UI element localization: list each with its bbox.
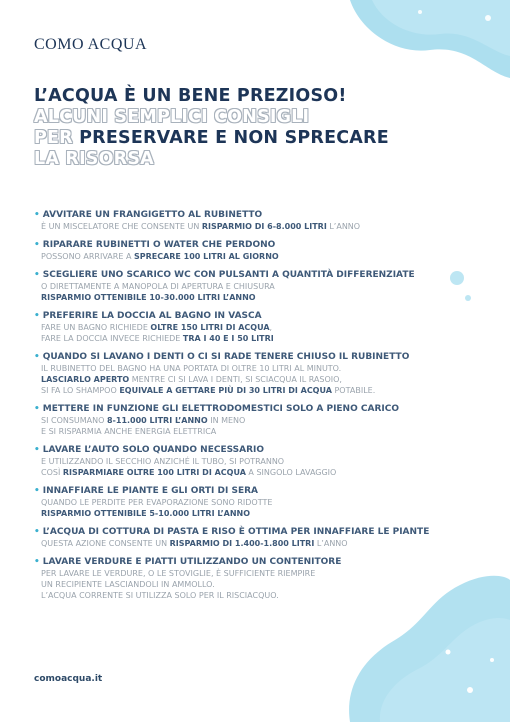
tip-item bbox=[34, 445, 474, 478]
tip-highlight: RISPARMIO OTTENIBILE 5-10.000 LITRI L’ANNO bbox=[41, 509, 251, 518]
headline-line-1: L’ACQUA È UN BENE PREZIOSO! bbox=[34, 86, 347, 106]
tip-title-text: LAVARE L’AUTO SOLO QUANDO NECESSARIO bbox=[42, 445, 265, 455]
headline-line-2: ALCUNI SEMPLICI CONSIGLI bbox=[34, 107, 310, 127]
tip-text: FARE UN BAGNO RICHIEDE bbox=[41, 323, 151, 332]
tip-body-line bbox=[34, 538, 474, 549]
tip-item bbox=[34, 210, 474, 232]
tip-text: L’ANNO bbox=[314, 539, 348, 548]
tip-title-text: QUANDO SI LAVANO I DENTI O CI SI RADE TENERE CHIUSO IL RUBINETTO bbox=[42, 352, 410, 362]
tip-title bbox=[34, 557, 474, 568]
tip-item bbox=[34, 404, 474, 437]
tip-body-line bbox=[34, 456, 474, 467]
bullet-icon: • bbox=[34, 270, 40, 280]
tip-text: , bbox=[269, 323, 273, 332]
tip-text: IL RUBINETTO DEL BAGNO HA UNA PORTATA DI OLTRE 10 LITRI AL MINUTO. bbox=[41, 364, 342, 373]
tip-body-line bbox=[34, 322, 474, 333]
tip-highlight: OLTRE 150 LITRI DI ACQUA bbox=[150, 323, 270, 332]
bullet-icon: • bbox=[34, 311, 40, 321]
tip-text: COSÌ bbox=[41, 468, 63, 477]
tip-body-line bbox=[34, 467, 474, 478]
tip-body-line bbox=[34, 497, 474, 508]
tip-title bbox=[34, 352, 474, 363]
website-url[interactable]: comoacqua.it bbox=[34, 674, 103, 684]
tip-highlight: EQUIVALE A GETTARE PIÙ DI 30 LITRI DI ACQUA bbox=[119, 386, 332, 395]
tip-body-line bbox=[34, 508, 474, 519]
tip-body-line bbox=[34, 251, 474, 262]
headline-line-4: LA RISORSA bbox=[34, 149, 154, 169]
headline-per: PER bbox=[34, 128, 73, 148]
tip-title bbox=[34, 527, 474, 538]
tip-title-text: AVVITARE UN FRANGIGETTO AL RUBINETTO bbox=[42, 210, 263, 220]
tip-item bbox=[34, 486, 474, 519]
tip-text: È UN MISCELATORE CHE CONSENTE UN bbox=[41, 222, 202, 231]
bullet-icon: • bbox=[34, 404, 40, 414]
bullet-icon: • bbox=[34, 527, 40, 537]
headline-preservare: PRESERVARE E NON SPRECARE bbox=[79, 128, 389, 148]
tip-body-line bbox=[34, 281, 474, 292]
tip-title bbox=[34, 311, 474, 322]
bullet-icon: • bbox=[34, 240, 40, 250]
tip-body-line bbox=[34, 333, 474, 344]
tip-body-line bbox=[34, 415, 474, 426]
tip-text: SI FA LO SHAMPOO bbox=[41, 386, 120, 395]
tip-title bbox=[34, 486, 474, 497]
tip-highlight: LASCIARLO APERTO bbox=[41, 375, 130, 384]
tip-body-line bbox=[34, 579, 474, 590]
tip-text: E SI RISPARMIA ANCHE ENERGIA ELETTRICA bbox=[41, 427, 217, 436]
tip-title-text: LAVARE VERDURE E PIATTI UTILIZZANDO UN CONTENITORE bbox=[42, 557, 342, 567]
tip-body-line bbox=[34, 292, 474, 303]
tip-title-text: L’ACQUA DI COTTURA DI PASTA E RISO È OTTIMA PER INNAFFIARE LE PIANTE bbox=[42, 527, 430, 537]
tip-text: MENTRE CI SI LAVA I DENTI, SI SCIACQUA IL RASOIO, bbox=[129, 375, 342, 384]
tip-body-line bbox=[34, 221, 474, 232]
tip-text: QUESTA AZIONE CONSENTE UN bbox=[41, 539, 170, 548]
tip-title bbox=[34, 445, 474, 456]
tip-title-text: RIPARARE RUBINETTI O WATER CHE PERDONO bbox=[42, 240, 276, 250]
tip-text: PER LAVARE LE VERDURE, O LE STOVIGLIE, È SUFFICIENTE RIEMPIRE bbox=[41, 569, 316, 578]
tip-text: UN RECIPIENTE LASCIANDOLI IN AMMOLLO. bbox=[41, 580, 215, 589]
tip-title-text: PREFERIRE LA DOCCIA AL BAGNO IN VASCA bbox=[42, 311, 262, 321]
bullet-icon: • bbox=[34, 557, 40, 567]
tip-body-line bbox=[34, 590, 474, 601]
tip-title-text: METTERE IN FUNZIONE GLI ELETTRODOMESTICI SOLO A PIENO CARICO bbox=[42, 404, 399, 414]
headline bbox=[34, 86, 474, 170]
tip-text: QUANDO LE PERDITE PER EVAPORAZIONE SONO RIDOTTE bbox=[41, 498, 273, 507]
bullet-icon: • bbox=[34, 352, 40, 362]
tip-body-line bbox=[34, 426, 474, 437]
tip-highlight: RISPARMIARE OLTRE 100 LITRI DI ACQUA bbox=[62, 468, 246, 477]
bullet-icon: • bbox=[34, 486, 40, 496]
tip-text: O DIRETTAMENTE A MANOPOLA DI APERTURA E CHIUSURA bbox=[41, 282, 275, 291]
tip-item bbox=[34, 240, 474, 262]
tip-item bbox=[34, 557, 474, 601]
tip-body-line bbox=[34, 374, 474, 385]
tip-title bbox=[34, 270, 474, 281]
brand-logo: COMO ACQUA bbox=[34, 36, 148, 53]
tip-text: IN MENO bbox=[207, 416, 246, 425]
tip-highlight: RISPARMIO DI 1.400-1.800 LITRI bbox=[169, 539, 315, 548]
tip-text: FARE LA DOCCIA INVECE RICHIEDE bbox=[41, 334, 183, 343]
tip-text: E UTILIZZANDO IL SECCHIO ANZICHÉ IL TUBO, SI POTRANNO bbox=[41, 457, 285, 466]
tip-body-line bbox=[34, 385, 474, 396]
tip-text: POSSONO ARRIVARE A bbox=[41, 252, 134, 261]
tip-item bbox=[34, 527, 474, 549]
tip-highlight: RISPARMIO OTTENIBILE 10-30.000 LITRI L’ANNO bbox=[41, 293, 256, 302]
tip-title bbox=[34, 240, 474, 251]
tip-text: L’ANNO bbox=[326, 222, 361, 231]
tip-text: POTABILE. bbox=[331, 386, 376, 395]
tip-highlight: RISPARMIO DI 6-8.000 LITRI bbox=[201, 222, 327, 231]
tip-body-line bbox=[34, 568, 474, 579]
tip-highlight: SPRECARE 100 LITRI AL GIORNO bbox=[133, 252, 279, 261]
headline-line-3 bbox=[34, 128, 474, 149]
tip-text: L’ACQUA CORRENTE SI UTILIZZA SOLO PER IL RISCIACQUO. bbox=[41, 591, 279, 600]
tip-item bbox=[34, 311, 474, 344]
bullet-icon: • bbox=[34, 445, 40, 455]
tips-list bbox=[34, 210, 474, 609]
tip-highlight: TRA I 40 E I 50 LITRI bbox=[182, 334, 274, 343]
tip-title bbox=[34, 404, 474, 415]
tip-highlight: 8-11.000 LITRI L’ANNO bbox=[106, 416, 208, 425]
bullet-icon: • bbox=[34, 210, 40, 220]
tip-body-line bbox=[34, 363, 474, 374]
tip-text: A SINGOLO LAVAGGIO bbox=[245, 468, 337, 477]
tip-text: SI CONSUMANO bbox=[41, 416, 107, 425]
tip-title-text: SCEGLIERE UNO SCARICO WC CON PULSANTI A QUANTITÀ DIFFERENZIATE bbox=[42, 270, 415, 280]
tip-item bbox=[34, 352, 474, 396]
tip-item bbox=[34, 270, 474, 303]
tip-title-text: INNAFFIARE LE PIANTE E GLI ORTI DI SERA bbox=[42, 486, 259, 496]
tip-title bbox=[34, 210, 474, 221]
